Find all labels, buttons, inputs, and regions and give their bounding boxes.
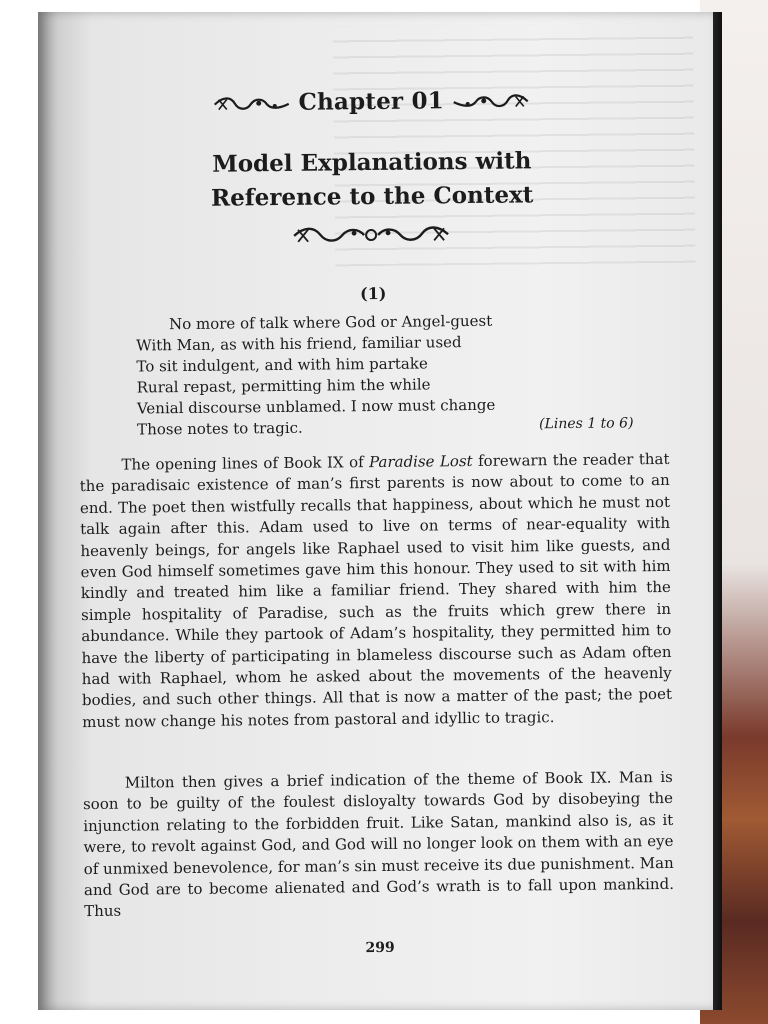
- poem-line: Rural repast, permitting him the while: [136, 375, 431, 397]
- poem-line: Venial discourse unblamed. I now must change: [136, 395, 496, 418]
- poem-line: Those notes to tragic.: [137, 418, 303, 439]
- page-title: [38, 142, 710, 217]
- flourish-left-icon: [212, 95, 290, 114]
- paragraph-text: forewarn the reader that the paradisaic existence of man’s first parents is now about to come to an end. The poet then wistfully recalls that happiness, about which he must not talk again after this. Adam used to live on terms of near-equality with heavenly beings, for angels like Raphael used to visit him like guests, and even God himself sometimes gave him this honour. They used to sit with him kindly and treated him like a familiar friend. They shared with him the simple hospitality of Paradise, such as the fruits which grew there in abundance. While they partook of Adam’s hospitality, they permitted him to have the liberty of participating in blameless discourse such as Adam often had with Raphael, whom he asked about the movements of the heavenly bodies, and such other things. All that is now a matter of the past; the poet must now change his notes from pastoral and idyllic to tragic.: [79, 449, 673, 731]
- poem-line: To sit indulgent, and with him partake: [136, 354, 428, 376]
- flourish-right-icon: [452, 92, 530, 111]
- poem-line: No more of talk where God or Angel-guest: [168, 311, 493, 334]
- poem-line: With Man, as with his friend, familiar used: [136, 333, 462, 355]
- page-content: [38, 12, 713, 1010]
- book-page: [38, 12, 713, 1010]
- page-number: 299: [365, 939, 395, 957]
- title-ornament-icon: [290, 223, 452, 247]
- explanation-paragraph-2: Milton then gives a brief indication of the theme of Book IX. Man is soon to be guilty of the foulest disloyalty towards God by disobeying the injunction relating to the forbidden fruit. Like Satan, mankind also is, as it were, to revolt against God, and God will no longer look on them with an eye of unmixed benevolence, for man’s sin must receive its due punishment. Man and God are to become alienated and God’s wrath is to fall upon mankind. Thus: [82, 767, 675, 921]
- explanation-paragraph-1: [79, 449, 672, 733]
- line-reference: (Lines 1 to 6): [539, 415, 634, 433]
- paragraph-text: The opening lines of Book IX of: [121, 453, 370, 474]
- chapter-label: Chapter 01: [298, 87, 445, 116]
- section-number: (1): [359, 283, 387, 304]
- title-line-2: Reference to the Context: [210, 181, 534, 212]
- title-line-1: Model Explanations with: [212, 147, 532, 178]
- book-title: Paradise Lost: [368, 451, 473, 472]
